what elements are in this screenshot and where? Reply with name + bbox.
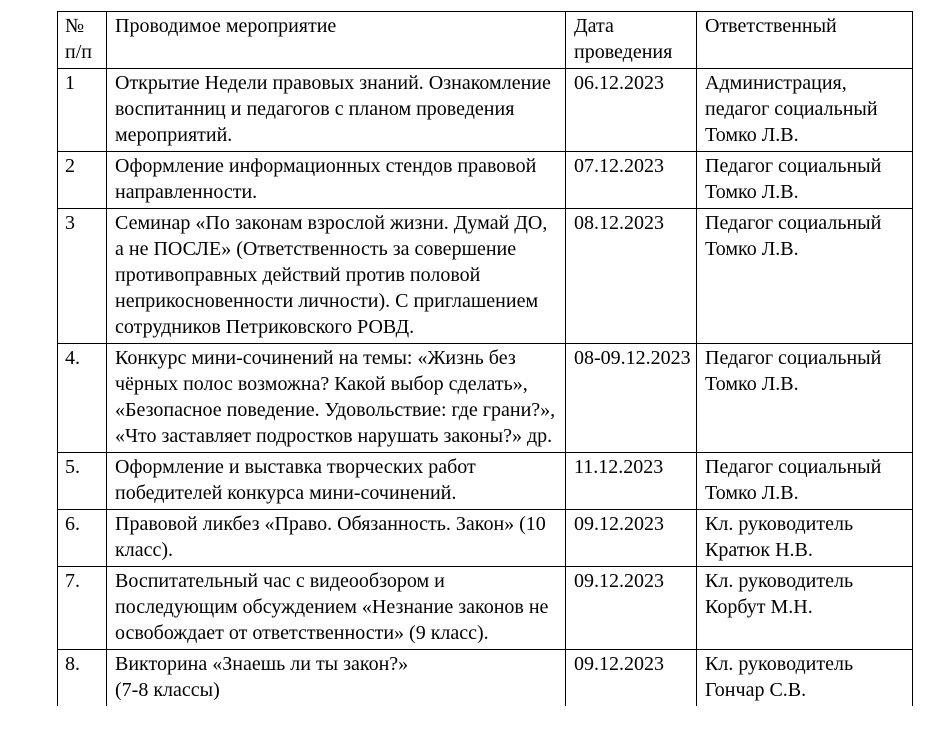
row-responsible: Кл. руководитель Кратюк Н.В. bbox=[697, 510, 913, 567]
row-date: 08.12.2023 bbox=[566, 209, 697, 344]
events-table bbox=[57, 11, 913, 706]
row-event: Конкурс мини-сочинений на темы: «Жизнь без чёрных полос возможна? Какой выбор сделать», «Безопасное поведение. Удовольствие: где грани?», «Что заставляет подростков нарушать законы?» др. bbox=[107, 344, 566, 453]
row-number: 2 bbox=[58, 152, 107, 209]
row-date: 09.12.2023 bbox=[566, 567, 697, 650]
row-responsible: Администрация, педагог социальный Томко Л.В. bbox=[697, 69, 913, 152]
table-row bbox=[58, 209, 913, 344]
table-header-row bbox=[58, 12, 913, 69]
row-responsible: Педагог социальный Томко Л.В. bbox=[697, 152, 913, 209]
row-event: Правовой ликбез «Право. Обязанность. Закон» (10 класс). bbox=[107, 510, 566, 567]
row-event: Воспитательный час с видеообзором и последующим обсуждением «Незнание законов не освобождает от ответственности» (9 класс). bbox=[107, 567, 566, 650]
row-number: 5. bbox=[58, 453, 107, 510]
table-row bbox=[58, 344, 913, 453]
row-event: Оформление и выставка творческих работ победителей конкурса мини-сочинений. bbox=[107, 453, 566, 510]
row-date: 08-09.12.2023 bbox=[566, 344, 697, 453]
row-number: 1 bbox=[58, 69, 107, 152]
table-row bbox=[58, 650, 913, 707]
table-row bbox=[58, 69, 913, 152]
header-date: Дата проведения bbox=[566, 12, 697, 69]
row-date: 09.12.2023 bbox=[566, 510, 697, 567]
row-date: 07.12.2023 bbox=[566, 152, 697, 209]
row-number: 6. bbox=[58, 510, 107, 567]
row-event: Семинар «По законам взрослой жизни. Думай ДО, а не ПОСЛЕ» (Ответственность за совершение противоправных действий против половой неприкосновенности личности). С приглашением сотрудников Петриковского РОВД. bbox=[107, 209, 566, 344]
row-responsible: Педагог социальный Томко Л.В. bbox=[697, 453, 913, 510]
row-responsible: Педагог социальный Томко Л.В. bbox=[697, 209, 913, 344]
table-row bbox=[58, 152, 913, 209]
row-responsible: Кл. руководитель Гончар С.В. bbox=[697, 650, 913, 707]
row-responsible: Педагог социальный Томко Л.В. bbox=[697, 344, 913, 453]
row-event: Открытие Недели правовых знаний. Ознакомление воспитанниц и педагогов с планом проведения мероприятий. bbox=[107, 69, 566, 152]
row-responsible: Кл. руководитель Корбут М.Н. bbox=[697, 567, 913, 650]
row-number: 8. bbox=[58, 650, 107, 707]
row-number: 4. bbox=[58, 344, 107, 453]
row-event: Викторина «Знаешь ли ты закон?» (7-8 классы) bbox=[107, 650, 566, 707]
header-event: Проводимое мероприятие bbox=[107, 12, 566, 69]
row-date: 09.12.2023 bbox=[566, 650, 697, 707]
row-date: 06.12.2023 bbox=[566, 69, 697, 152]
row-date: 11.12.2023 bbox=[566, 453, 697, 510]
table-row bbox=[58, 453, 913, 510]
header-number: № п/п bbox=[58, 12, 107, 69]
table-row bbox=[58, 567, 913, 650]
row-number: 7. bbox=[58, 567, 107, 650]
row-number: 3 bbox=[58, 209, 107, 344]
row-event: Оформление информационных стендов правовой направленности. bbox=[107, 152, 566, 209]
table-row bbox=[58, 510, 913, 567]
header-responsible: Ответственный bbox=[697, 12, 913, 69]
